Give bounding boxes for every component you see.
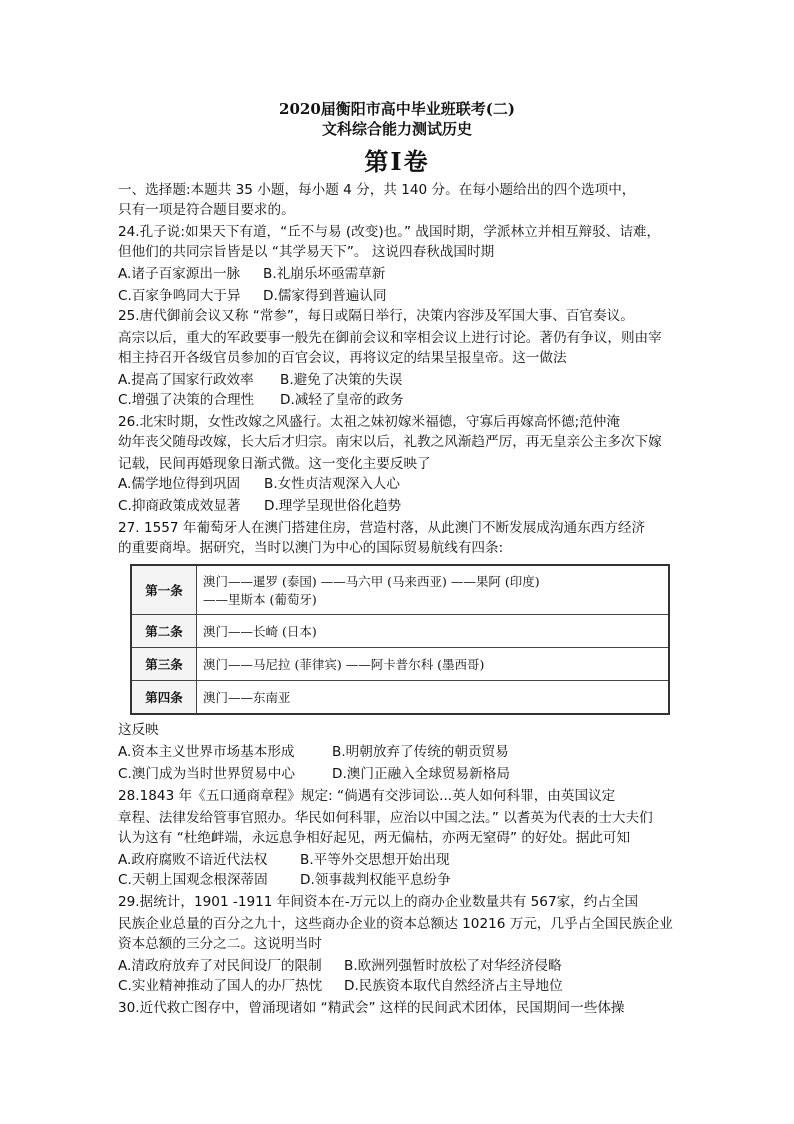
instructions-line: 只有一项是符合题目要求的。 [118,202,295,218]
question-24-stem: 24.孔子说:如果天下有道，“丘不与易 (改变)也。” 战国时期，学派林立并相互辩驳、诘难， [118,224,661,240]
question-26-stem: 记载，民间再婚现象日渐式微。这一变化主要反映了 [118,456,431,472]
question-27-option-d: D.澳门正融入全球贸易新格局 [332,766,510,782]
question-25-stem: 相主持召开各级官员参加的百官会议，再将议定的结果呈报皇帝。这一做法 [118,350,567,366]
question-24-option-d: D.儒家得到普遍认同 [263,288,387,304]
question-26-option-b: B.女性贞洁观深入人心 [264,476,400,492]
question-25-stem: 高宗以后，重大的军政要事一般先在御前会议和宰相会议上进行讨论。著仍有争议，则由宰 [118,330,662,346]
question-25-stem: 25.唐代御前会议又称 “常参”，每日或隔日举行，决策内容涉及军国大事、百官奏议。 [118,308,634,324]
question-27-stem: 的重要商埠。据研究，当时以澳门为中心的国际贸易航线有四条: [118,540,504,556]
exam-subtitle: 文科综合能力测试历史 [321,120,472,138]
question-28-stem: 认为这有 “杜绝衅端，永远息争相好起见，两无偏枯，亦两无窒碍” 的好处。据此可知 [118,830,631,846]
question-25-option-d: D.减轻了皇帝的政务 [280,392,404,408]
question-27-stem: 27. 1557 年葡萄牙人在澳门搭建住房，营造村落，从此澳门不断发展成沟通东西方经济 [118,520,646,536]
question-27-option-a: A.资本主义世界市场基本形成 [118,744,295,760]
question-26-stem: 26.北宋时期，女性改嫁之风盛行。太祖之妹初嫁米福德，守寡后再嫁高怀德;范仲淹 [118,414,620,430]
question-25-option-b: B.避免了决策的失误 [280,372,403,388]
question-25-option-a: A.提高了国家行政效率 [118,372,254,388]
route-text: 澳门——东南亚 [203,690,291,705]
question-29-stem: 29.据统计，1901 -1911 年间资本在-万元以上的商办企业数量共有 567家，约占全国 [118,894,639,910]
section-title: 第I卷 [364,147,430,176]
question-28-stem: 28.1843 年《五口通商章程》规定: “倘遇有交涉词讼...英人如何科罪，由英国议定 [118,788,616,804]
question-24-option-c: C.百家争鸣同大于异 [118,288,241,304]
question-26-option-a: A.儒学地位得到巩固 [118,476,241,492]
table-row [131,648,669,681]
table-row [131,615,669,648]
route-label: 第一条 [131,565,197,615]
route-text: 澳门——长崎 (日本) [203,624,317,639]
route-cell [197,565,670,615]
question-26-option-c: C.抑商政策成效显著 [118,498,241,514]
question-29-option-a: A.清政府放弃了对民间设厂的限制 [118,958,322,974]
question-28-option-b: B.平等外交思想开始出现 [300,852,450,868]
question-29-option-c: C.实业精神推动了国人的办厂热忱 [118,978,323,994]
route-text: 澳门——暹罗 (泰国) ——马六甲 (马来西亚) ——果阿 (印度) [203,574,540,589]
route-cell [197,615,670,648]
question-24-option-a: A.诸子百家源出一脉 [118,266,241,282]
question-26-stem: 幼年丧父随母改嫁，长大后才归宗。南宋以后，礼教之风渐趋严厉，再无皇亲公主多次下嫁 [118,434,662,450]
trade-routes-table [130,564,670,715]
route-cell [197,681,670,715]
question-25-option-c: C.增强了决策的合理性 [118,392,255,408]
question-29-stem: 民族企业总量的百分之九十，这些商办企业的资本总额达 10216 万元，几乎占全国民族企业 [118,916,673,932]
question-30-stem: 30.近代救亡图存中，曾涌现诸如 “精武会” 这样的民间武术团体，民国期间一些体操 [118,1000,625,1016]
question-28-option-c: C.天朝上国观念根深蒂固 [118,872,268,888]
question-28-stem: 章程、法律发给管事官照办。华民如何科罪，应治以中国之法。” 以耆英为代表的士大夫们 [118,810,653,826]
question-26-option-d: D.理学呈现世俗化趋势 [264,498,402,514]
question-28-option-a: A.政府腐败不谙近代法权 [118,852,268,868]
exam-title: 2020届衡阳市高中毕业班联考(二) [279,100,515,118]
instructions-line: 一、选择题:本题共 35 小题，每小题 4 分，共 140 分。在每小题给出的四个选项中， [118,182,636,198]
question-27-option-c: C.澳门成为当时世界贸易中心 [118,766,295,782]
table-row [131,565,669,615]
question-27-option-b: B.明朝放弃了传统的朝贡贸易 [332,744,509,760]
question-24-stem: 但他们的共同宗旨皆是以 “其学易天下”。 这说四春秋战国时期 [118,244,495,260]
table-row [131,681,669,715]
route-label: 第四条 [131,681,197,715]
route-label: 第三条 [131,648,197,681]
question-29-option-d: D.民族资本取代自然经济占主导地位 [344,978,563,994]
route-label: 第二条 [131,615,197,648]
question-29-stem: 资本总额的三分之二。这说明当时 [118,936,322,952]
route-text: 澳门——马尼拉 (菲律宾) ——阿卡普尔科 (墨西哥) [203,657,485,672]
route-text: ——里斯本 (葡萄牙) [203,592,317,607]
question-29-option-b: B.欧洲列强暂时放松了对华经济侵略 [344,958,562,974]
route-cell [197,648,670,681]
question-24-option-b: B.礼崩乐坏亟需草新 [263,266,386,282]
question-28-option-d: D.领事裁判权能平息纷争 [300,872,451,888]
question-27-followup: 这反映 [118,722,159,738]
